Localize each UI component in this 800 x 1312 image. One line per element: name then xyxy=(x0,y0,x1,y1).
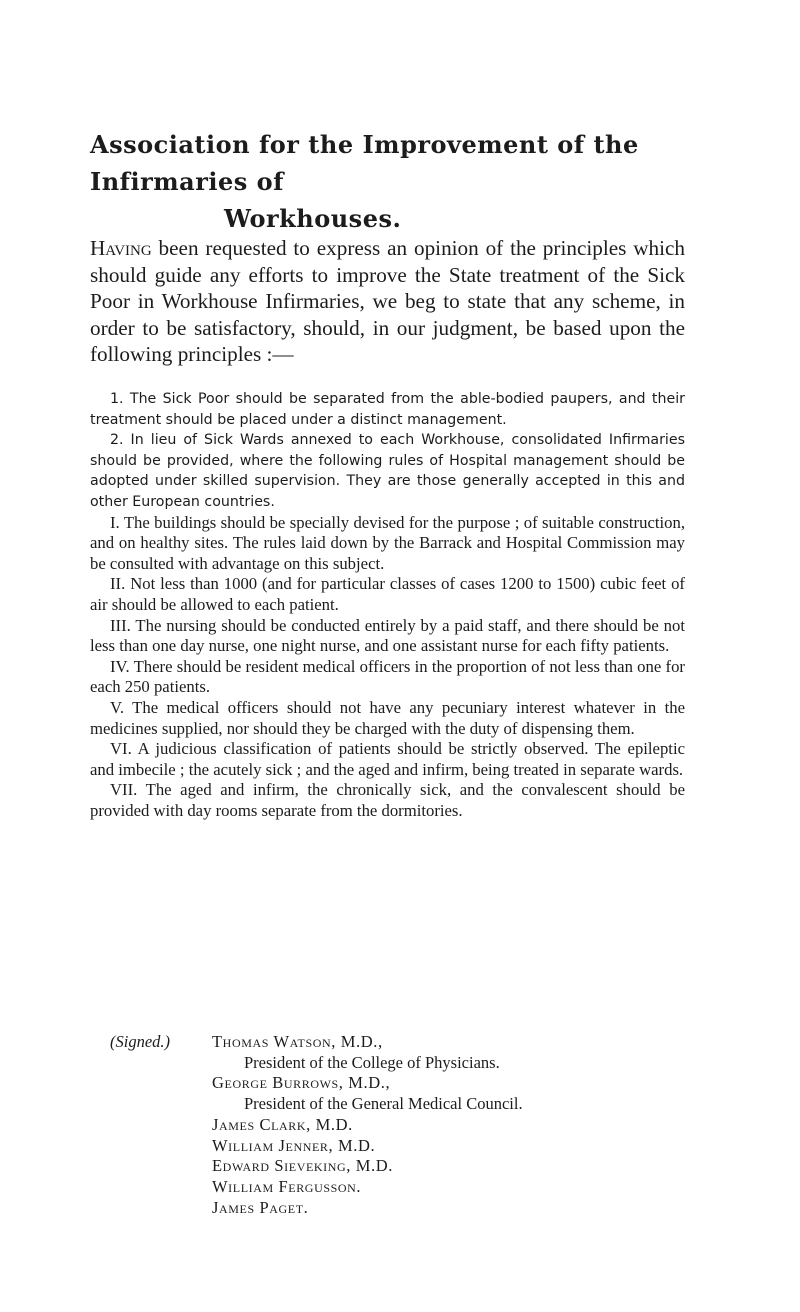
intro-paragraph xyxy=(90,235,685,368)
rule-iii: III. The nursing should be conducted entirely by a paid staff, and there should be not less than one day nurse, one night nurse, and one assistant nurse for each fifty patients. xyxy=(90,615,685,656)
signatory-name: Edward Sieveking, M.D. xyxy=(212,1156,393,1176)
rule-vii: VII. The aged and infirm, the chronically sick, and the convalescent should be provided with day rooms separate from the dormitories. xyxy=(90,780,685,820)
signature-row xyxy=(90,1156,730,1177)
rule-vi: VI. A judicious classification of patients should be strictly observed. The epileptic and imbecile ; the acutely sick ; and the aged and infirm, being treated in separate wards. xyxy=(90,739,685,779)
principles-list xyxy=(90,389,685,821)
heading-line-2: Workhouses. xyxy=(224,204,402,233)
signatory-name: George Burrows, M.D., xyxy=(212,1073,391,1093)
signatures-block xyxy=(90,1032,730,1218)
signatory-name: Thomas Watson, M.D., xyxy=(212,1032,383,1051)
signature-row xyxy=(90,1115,730,1136)
intro-lead-word: Having xyxy=(90,236,152,260)
principle-1: 1. The Sick Poor should be separated from the able-bodied paupers, and their treatment should be placed under a distinct management. xyxy=(90,391,685,428)
signature-office-row xyxy=(90,1053,730,1074)
intro-text: been requested to express an opinion of the principles which should guide any efforts to improve the State treatment of the Sick Poor in Workhouse Infirmaries, we beg to state that any scheme, in order to be satisfactory, should, in our judgment, be based upon the following principles :— xyxy=(90,236,685,366)
rule-iv: IV. There should be resident medical officers in the proportion of not less than one for each 250 patients. xyxy=(90,656,685,697)
signature-row xyxy=(90,1073,730,1094)
heading-line-1: Association for the Improvement of the Infirmaries of xyxy=(90,130,639,196)
heading xyxy=(90,126,730,237)
rule-i: I. The buildings should be specially devised for the purpose ; of suitable construction, and on healthy sites. The rules laid down by the Barrack and Hospital Commission may be consulted with advantage on this subject. xyxy=(90,512,685,573)
signatory-name: James Paget. xyxy=(212,1197,309,1217)
signature-row xyxy=(90,1198,730,1219)
signature-row xyxy=(90,1177,730,1198)
signature-row xyxy=(90,1032,730,1053)
rule-v: V. The medical officers should not have any pecuniary interest whatever in the medicines supplied, nor should they be charged with the duty of dispensing them. xyxy=(90,697,685,738)
signatory-name: William Jenner, M.D. xyxy=(212,1135,376,1155)
signatory-name: James Clark, M.D. xyxy=(212,1114,353,1134)
signatory-name: William Fergusson. xyxy=(212,1176,362,1196)
signatory-office: President of the College of Physicians. xyxy=(244,1052,500,1072)
principle-2: 2. In lieu of Sick Wards annexed to each Workhouse, consolidated Infirmaries should be provided, where the following rules of Hospital management should be adopted under skilled supervision. They are those generally accepted in this and other European countries. xyxy=(90,432,685,510)
signature-row xyxy=(90,1136,730,1157)
signed-label: (Signed.) xyxy=(110,1032,171,1051)
signatory-office: President of the General Medical Council. xyxy=(244,1094,523,1114)
rule-ii: II. Not less than 1000 (and for particular classes of cases 1200 to 1500) cubic feet of air should be allowed to each patient. xyxy=(90,574,685,614)
signature-office-row xyxy=(90,1094,730,1115)
